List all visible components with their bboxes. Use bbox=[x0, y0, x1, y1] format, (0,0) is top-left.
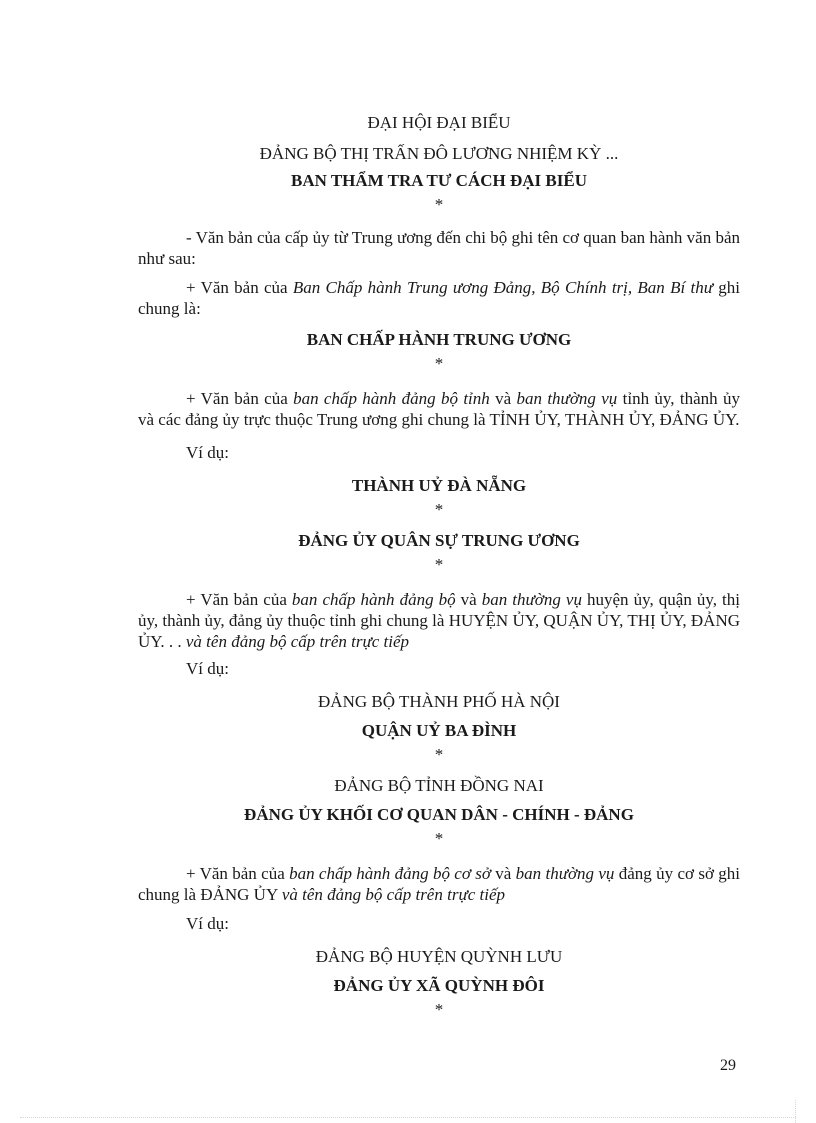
star-separator: * bbox=[434, 354, 444, 373]
example-heading: ĐẢNG ỦY KHỐI CƠ QUAN DÂN - CHÍNH - ĐẢNG bbox=[244, 805, 634, 824]
page-number: 29 bbox=[720, 1057, 736, 1074]
party-committee-title: ĐẢNG BỘ THỊ TRẤN ĐÔ LƯƠNG NHIỆM KỲ ... bbox=[259, 144, 619, 163]
example-heading: QUẬN UỶ BA ĐÌNH bbox=[361, 721, 517, 740]
example-heading: ĐẢNG ỦY XÃ QUỲNH ĐÔI bbox=[333, 976, 545, 995]
item4-paragraph: + Văn bản của ban chấp hành đảng bộ cơ sở và ban thường vụ đảng ủy cơ sở ghi chung là ĐẢNG ỦY và tên đảng bộ cấp trên trực tiếp bbox=[138, 864, 740, 904]
example-label: Ví dụ: bbox=[186, 659, 229, 678]
committee-heading: BAN THẨM TRA TƯ CÁCH ĐẠI BIỂU bbox=[291, 171, 587, 190]
star-separator: * bbox=[434, 829, 444, 848]
star-separator: * bbox=[434, 745, 444, 764]
example-heading: ĐẢNG ỦY QUÂN SỰ TRUNG ƯƠNG bbox=[298, 531, 580, 550]
example-heading: THÀNH UỶ ĐÀ NẴNG bbox=[351, 476, 527, 495]
example-label: Ví dụ: bbox=[186, 443, 229, 462]
star-separator: * bbox=[434, 1000, 444, 1019]
example-label: Ví dụ: bbox=[186, 914, 229, 933]
example-parent: ĐẢNG BỘ HUYỆN QUỲNH LƯU bbox=[315, 947, 563, 966]
page-content bbox=[138, 112, 740, 1020]
page-corner-border bbox=[795, 1100, 796, 1123]
star-separator: * bbox=[434, 500, 444, 519]
item1-paragraph: + Văn bản của Ban Chấp hành Trung ương Đảng, Bộ Chính trị, Ban Bí thư ghi chung là: bbox=[138, 278, 740, 318]
congress-title: ĐẠI HỘI ĐẠI BIỂU bbox=[367, 113, 511, 132]
item3-paragraph: + Văn bản của ban chấp hành đảng bộ và ban thường vụ huyện ủy, quận ủy, thị ủy, thành ủy, đảng ủy thuộc tỉnh ghi chung là HUYỆN ỦY, QUẬN ỦY, THỊ ỦY, ĐẢNG ỦY. . . và tên đảng bộ cấp trên trực tiếp bbox=[138, 590, 741, 651]
example-parent: ĐẢNG BỘ TỈNH ĐỒNG NAI bbox=[334, 776, 544, 795]
star-separator: * bbox=[434, 555, 444, 574]
example-parent: ĐẢNG BỘ THÀNH PHỐ HÀ NỘI bbox=[318, 692, 560, 711]
page-bottom-border bbox=[20, 1117, 796, 1118]
intro-paragraph: - Văn bản của cấp ủy từ Trung ương đến chi bộ ghi tên cơ quan ban hành văn bản như sau: bbox=[138, 228, 741, 268]
central-committee-heading: BAN CHẤP HÀNH TRUNG ƯƠNG bbox=[306, 330, 572, 349]
star-separator: * bbox=[434, 195, 444, 214]
item2-paragraph: + Văn bản của ban chấp hành đảng bộ tỉnh và ban thường vụ tỉnh ủy, thành ủy và các đảng ủy trực thuộc Trung ương ghi chung là TỈNH ỦY, THÀNH ỦY, ĐẢNG ỦY. bbox=[138, 389, 740, 429]
